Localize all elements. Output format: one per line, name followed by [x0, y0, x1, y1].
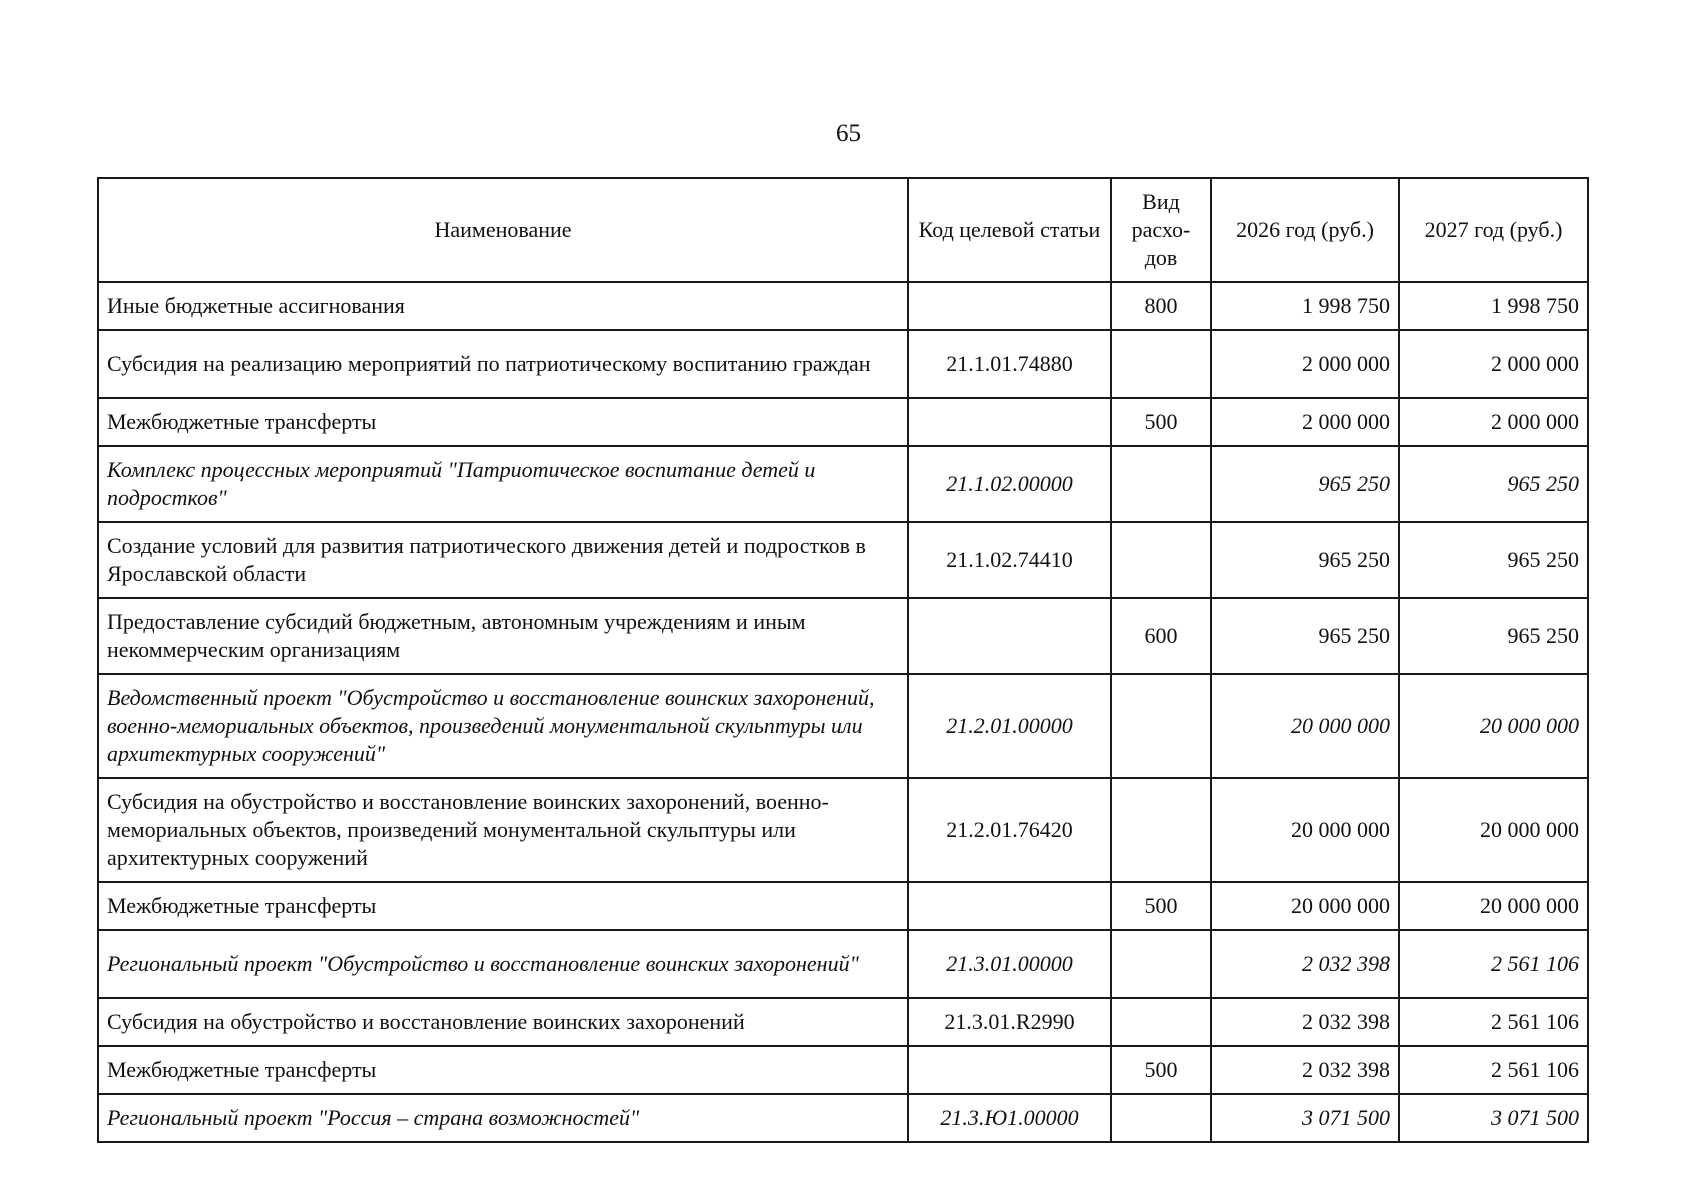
row-kind	[1111, 998, 1211, 1046]
header-2026: 2026 год (руб.)	[1211, 178, 1399, 282]
row-amount-2027: 965 250	[1399, 446, 1588, 522]
header-kind: Вид расхо- дов	[1111, 178, 1211, 282]
row-name: Комплекс процессных мероприятий "Патриотическое воспитание детей и подростков"	[98, 446, 908, 522]
row-kind	[1111, 778, 1211, 882]
row-amount-2027: 965 250	[1399, 522, 1588, 598]
row-kind	[1111, 446, 1211, 522]
row-amount-2027: 20 000 000	[1399, 778, 1588, 882]
row-name: Региональный проект "Россия – страна возможностей"	[98, 1094, 908, 1142]
row-code	[908, 282, 1111, 330]
row-amount-2027: 20 000 000	[1399, 674, 1588, 778]
row-amount-2027: 20 000 000	[1399, 882, 1588, 930]
row-code	[908, 598, 1111, 674]
row-code: 21.3.01.00000	[908, 930, 1111, 998]
row-kind	[1111, 674, 1211, 778]
table-row	[98, 522, 1588, 598]
table-row	[98, 998, 1588, 1046]
row-name: Создание условий для развития патриотического движения детей и подростков в Ярославской области	[98, 522, 908, 598]
table-row	[98, 398, 1588, 446]
row-amount-2026: 965 250	[1211, 598, 1399, 674]
row-kind: 500	[1111, 398, 1211, 446]
header-name: Наименование	[98, 178, 908, 282]
page-number: 65	[836, 120, 861, 147]
row-amount-2027: 965 250	[1399, 598, 1588, 674]
row-amount-2027: 2 561 106	[1399, 930, 1588, 998]
row-amount-2026: 2 000 000	[1211, 330, 1399, 398]
row-code: 21.3.01.R2990	[908, 998, 1111, 1046]
row-amount-2026: 965 250	[1211, 522, 1399, 598]
row-amount-2026: 1 998 750	[1211, 282, 1399, 330]
table-row	[98, 598, 1588, 674]
row-amount-2026: 20 000 000	[1211, 674, 1399, 778]
row-amount-2026: 965 250	[1211, 446, 1399, 522]
header-2027: 2027 год (руб.)	[1399, 178, 1588, 282]
table-row-section	[98, 446, 1588, 522]
header-code: Код целевой статьи	[908, 178, 1111, 282]
table-row-section	[98, 674, 1588, 778]
table-row	[98, 1046, 1588, 1094]
row-amount-2026: 2 000 000	[1211, 398, 1399, 446]
row-code: 21.1.02.74410	[908, 522, 1111, 598]
table-row	[98, 330, 1588, 398]
row-code	[908, 1046, 1111, 1094]
row-amount-2027: 3 071 500	[1399, 1094, 1588, 1142]
row-amount-2026: 20 000 000	[1211, 778, 1399, 882]
row-name: Межбюджетные трансферты	[98, 1046, 908, 1094]
row-code: 21.2.01.76420	[908, 778, 1111, 882]
row-name: Субсидия на реализацию мероприятий по патриотическому воспитанию граждан	[98, 330, 908, 398]
row-name: Региональный проект "Обустройство и восстановление воинских захоронений"	[98, 930, 908, 998]
table-row	[98, 882, 1588, 930]
row-kind	[1111, 1094, 1211, 1142]
row-name: Иные бюджетные ассигнования	[98, 282, 908, 330]
row-amount-2027: 2 561 106	[1399, 1046, 1588, 1094]
row-kind	[1111, 330, 1211, 398]
row-name: Межбюджетные трансферты	[98, 398, 908, 446]
row-amount-2026: 20 000 000	[1211, 882, 1399, 930]
row-kind: 600	[1111, 598, 1211, 674]
row-code: 21.2.01.00000	[908, 674, 1111, 778]
row-kind: 500	[1111, 1046, 1211, 1094]
budget-table	[97, 177, 1589, 1143]
row-name: Ведомственный проект "Обустройство и восстановление воинских захоронений, военно-мемориальных объектов, произведений монументальной скульптуры или архитектурных сооружений"	[98, 674, 908, 778]
row-name: Субсидия на обустройство и восстановление воинских захоронений	[98, 998, 908, 1046]
row-kind: 500	[1111, 882, 1211, 930]
row-kind	[1111, 522, 1211, 598]
row-amount-2026: 3 071 500	[1211, 1094, 1399, 1142]
row-kind	[1111, 930, 1211, 998]
row-code	[908, 882, 1111, 930]
row-name: Субсидия на обустройство и восстановление воинских захоронений, военно-мемориальных объектов, произведений монументальной скульптуры или архитектурных сооружений	[98, 778, 908, 882]
row-name: Предоставление субсидий бюджетным, автономным учреждениям и иным некоммерческим организациям	[98, 598, 908, 674]
table-row	[98, 778, 1588, 882]
row-code: 21.1.01.74880	[908, 330, 1111, 398]
row-amount-2027: 2 000 000	[1399, 398, 1588, 446]
row-amount-2027: 1 998 750	[1399, 282, 1588, 330]
row-name: Межбюджетные трансферты	[98, 882, 908, 930]
row-amount-2026: 2 032 398	[1211, 1046, 1399, 1094]
row-amount-2027: 2 561 106	[1399, 998, 1588, 1046]
row-amount-2026: 2 032 398	[1211, 998, 1399, 1046]
row-code: 21.3.Ю1.00000	[908, 1094, 1111, 1142]
row-kind: 800	[1111, 282, 1211, 330]
table-header-row	[98, 178, 1588, 282]
row-amount-2027: 2 000 000	[1399, 330, 1588, 398]
row-amount-2026: 2 032 398	[1211, 930, 1399, 998]
row-code	[908, 398, 1111, 446]
table-row-section	[98, 930, 1588, 998]
table-row	[98, 282, 1588, 330]
table-row-section	[98, 1094, 1588, 1142]
row-code: 21.1.02.00000	[908, 446, 1111, 522]
